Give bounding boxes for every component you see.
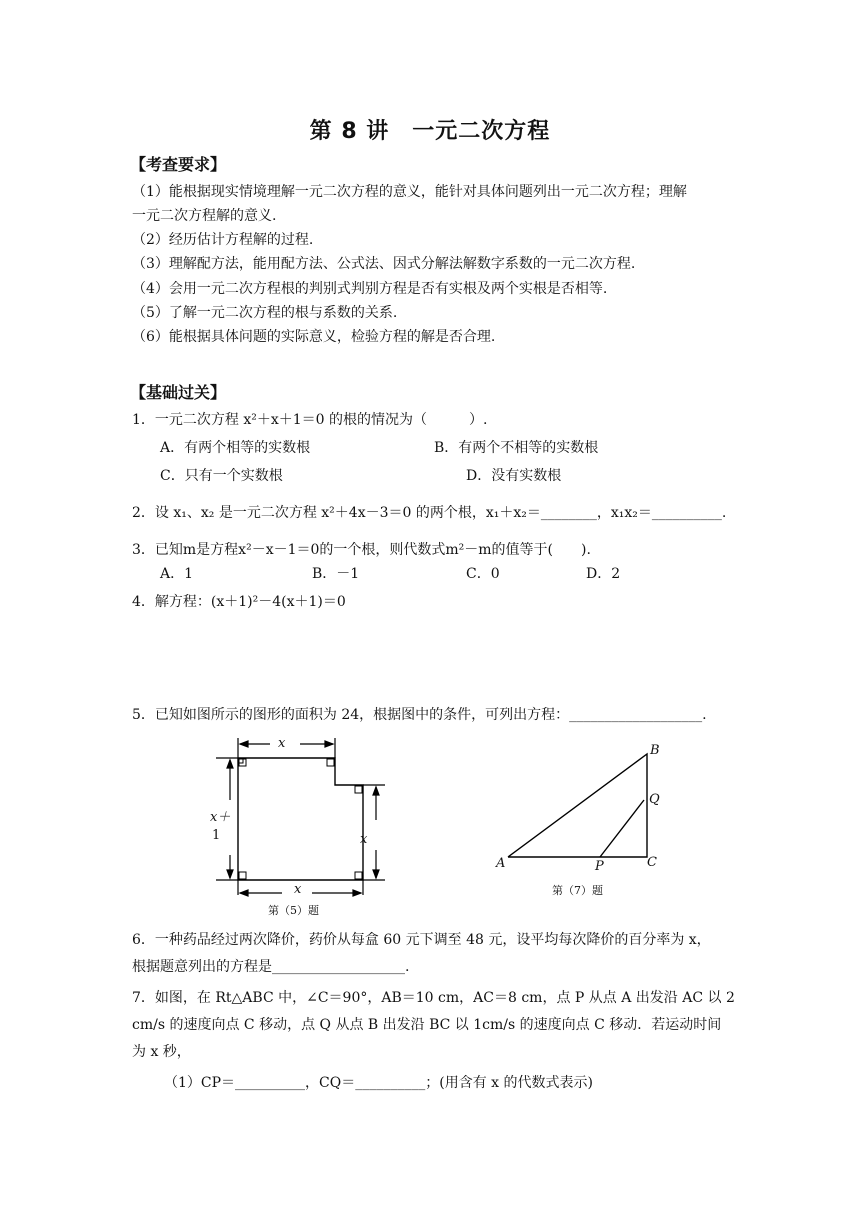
- question-6-line-1: 6．一种药品经过两次降价，药价从每盒 60 元下调至 48 元，设平均每次降价的百分率为 x，: [132, 932, 711, 948]
- fig5-bottom-label: x: [294, 882, 302, 897]
- triangle-abc: [508, 754, 647, 857]
- requirement-line: （1）能根据现实情境理解一元二次方程的意义，能针对具体问题列出一元二次方程；理解: [132, 184, 687, 200]
- requirement-line: （4）会用一元二次方程根的判别式判别方程是否有实根及两个实根是否相等.: [132, 281, 608, 297]
- question-5: 5．已知如图所示的图形的面积为 24，根据图中的条件，可列出方程：___________________.: [132, 707, 707, 723]
- fig5-caption: 第（5）题: [268, 904, 319, 917]
- point-p-label: P: [595, 859, 604, 874]
- q1-option-b: B．有两个不相等的实数根: [434, 440, 599, 456]
- point-b-label: B: [650, 743, 660, 758]
- right-angle-mark: [355, 872, 362, 879]
- right-angle-mark: [327, 759, 334, 766]
- q3-option-d: D．2: [586, 566, 621, 582]
- requirement-line: （6）能根据具体问题的实际意义，检验方程的解是否合理.: [132, 329, 496, 345]
- question-3: 3．已知m是方程x²－x－1＝0的一个根，则代数式m²－m的值等于( ).: [132, 542, 591, 558]
- fig5-right-label: x: [360, 832, 368, 847]
- q3-option-a: A．1: [160, 566, 194, 582]
- arrow-head: [325, 741, 333, 747]
- q1-option-c: C．只有一个实数根: [160, 468, 283, 484]
- question-7-part-1: （1）CP＝__________，CQ＝__________；(用含有 x 的代数式表示): [164, 1075, 593, 1091]
- point-c-label: C: [647, 855, 657, 870]
- fig7-caption: 第（7）题: [552, 884, 603, 897]
- requirement-line: （5）了解一元二次方程的根与系数的关系.: [132, 305, 398, 321]
- point-q-label: Q: [649, 792, 660, 807]
- question-7-line-3: 为 x 秒，: [132, 1044, 191, 1060]
- question-7-line-1: 7．如图，在 Rt△ABC 中，∠C＝90°，AB＝10 cm，AC＝8 cm，点 P 从点 A 出发沿 AC 以 2: [132, 990, 735, 1006]
- q1-option-a: A．有两个相等的实数根: [160, 440, 311, 456]
- requirements-heading: 【考查要求】: [130, 155, 227, 174]
- q1-option-d: D．没有实数根: [466, 468, 562, 484]
- q3-option-c: C．0: [466, 566, 500, 582]
- arrow-head: [373, 870, 379, 878]
- arrow-head: [240, 890, 248, 896]
- question-4: 4．解方程：(x＋1)²－4(x＋1)＝0: [132, 594, 346, 610]
- arrow-head: [227, 760, 233, 768]
- figure-5: [200, 730, 420, 920]
- q3-option-b: B．－1: [312, 566, 360, 582]
- fig5-outline: [238, 758, 363, 880]
- page-title: 第 8 讲 一元二次方程: [309, 119, 551, 144]
- arrow-head: [353, 890, 361, 896]
- question-7-line-2: cm/s 的速度向点 C 移动，点 Q 从点 B 出发沿 BC 以 1cm/s 的速度向点 C 移动．若运动时间: [132, 1017, 722, 1033]
- point-a-label: A: [496, 856, 506, 871]
- question-1: 1．一元二次方程 x²＋x＋1＝0 的根的情况为（ ）.: [132, 412, 488, 428]
- arrow-head: [240, 741, 248, 747]
- fig5-left-label: x＋: [210, 810, 231, 825]
- arrow-head: [227, 870, 233, 878]
- requirement-line: （2）经历估计方程解的过程.: [132, 232, 314, 248]
- question-2: 2．设 x₁、x₂ 是一元二次方程 x²＋4x－3＝0 的两个根，x₁＋x₂＝________，x₁x₂＝__________.: [132, 505, 727, 521]
- fig5-left-label-2: 1: [212, 828, 221, 843]
- requirement-line: 一元二次方程解的意义.: [132, 208, 277, 224]
- question-6-line-2: 根据题意列出的方程是___________________.: [132, 959, 410, 975]
- right-angle-mark: [239, 872, 246, 879]
- right-angle-mark: [355, 786, 362, 793]
- requirement-line: （3）理解配方法，能用配方法、公式法、因式分解法解数字系数的一元二次方程.: [132, 256, 636, 272]
- segment-pq: [600, 800, 644, 857]
- basics-heading: 【基础过关】: [130, 383, 227, 402]
- fig5-top-label: x: [278, 736, 286, 751]
- arrow-head: [373, 787, 379, 795]
